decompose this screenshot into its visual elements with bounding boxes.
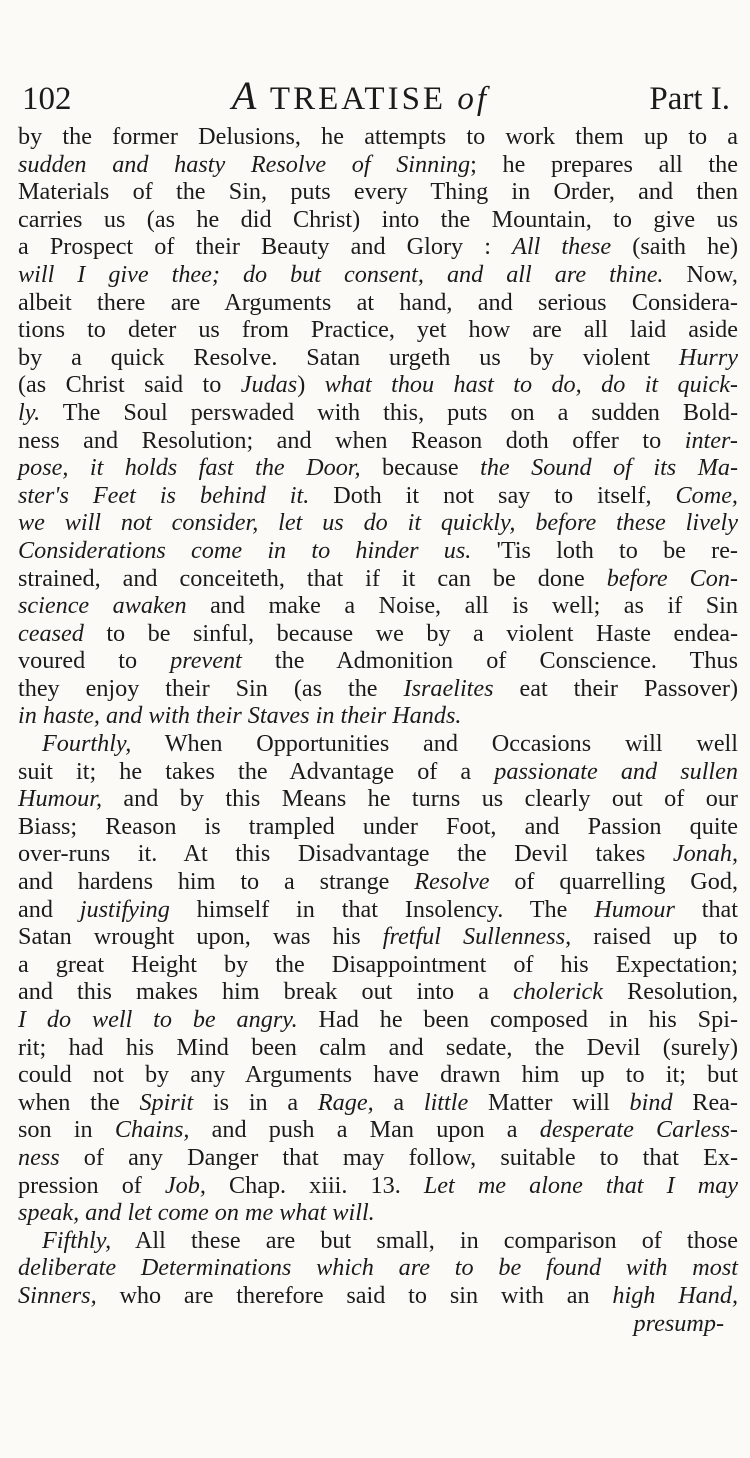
italic-text: ceased bbox=[18, 619, 84, 647]
text-line bbox=[18, 896, 738, 924]
italic-text: pose, it holds fast the Door, bbox=[18, 454, 361, 482]
italic-text: Fifthly, bbox=[42, 1226, 112, 1254]
text-line bbox=[18, 151, 738, 179]
text-line bbox=[18, 620, 738, 648]
text-line bbox=[18, 1144, 738, 1172]
italic-text: Chains, bbox=[114, 1116, 190, 1144]
running-title-of: of bbox=[457, 81, 490, 117]
text-segment: The Soul perswaded with this, puts on a sudden Bold- bbox=[40, 398, 738, 426]
text-line bbox=[18, 178, 738, 206]
text-segment: pression of bbox=[18, 1171, 165, 1199]
text-segment: himself in that Insolency. The bbox=[169, 895, 595, 923]
text-segment: voured to bbox=[18, 647, 171, 675]
text-line bbox=[18, 951, 738, 979]
italic-text: Hurry bbox=[678, 343, 738, 371]
italic-text: All these bbox=[512, 233, 612, 261]
part-label: Part I. bbox=[649, 81, 730, 117]
text-segment: (saith he) bbox=[611, 233, 739, 261]
text-segment: When Opportunities and Occasions will well bbox=[131, 730, 738, 758]
catchword: presump- bbox=[633, 1309, 724, 1337]
italic-text: desperate Carless- bbox=[539, 1116, 738, 1144]
text-segment: tions to deter us from Practice, yet how are all laid aside bbox=[18, 316, 738, 344]
text-line bbox=[18, 868, 738, 896]
italic-text: cholerick bbox=[513, 978, 604, 1006]
text-segment: eat their Passover) bbox=[493, 674, 738, 702]
text-line bbox=[18, 206, 738, 234]
text-line bbox=[18, 923, 738, 951]
italic-text: fretful Sullenness, bbox=[382, 923, 572, 951]
text-segment: Satan wrought upon, was his bbox=[18, 923, 383, 951]
text-segment: 'Tis loth to be re- bbox=[471, 536, 738, 564]
text-segment: son in bbox=[18, 1116, 115, 1144]
text-line bbox=[18, 261, 738, 289]
text-segment: over-runs it. At this Disadvantage the Devil takes bbox=[18, 840, 673, 868]
text-segment: (as Christ said to bbox=[18, 371, 241, 399]
italic-text: Spirit bbox=[139, 1088, 194, 1116]
body-text bbox=[18, 123, 738, 1310]
text-segment: and make a Noise, all is well; as if Sin bbox=[186, 592, 738, 620]
text-line bbox=[18, 344, 738, 372]
text-segment: and hardens him to a strange bbox=[18, 868, 415, 896]
text-segment: Resolution, bbox=[603, 978, 738, 1006]
italic-text: science awaken bbox=[18, 592, 187, 620]
text-segment: and by this Means he turns us clearly out of our bbox=[102, 785, 738, 813]
italic-text: sudden and hasty Resolve of Sinning bbox=[18, 150, 471, 178]
italic-text: Humour, bbox=[18, 785, 102, 813]
text-line bbox=[18, 509, 738, 537]
text-line bbox=[18, 1282, 738, 1310]
text-line bbox=[18, 813, 738, 841]
text-segment: raised up to bbox=[571, 923, 738, 951]
text-segment: is in a bbox=[193, 1088, 318, 1116]
italic-text: Considerations come in to hinder us. bbox=[18, 536, 472, 564]
text-line bbox=[18, 371, 738, 399]
running-title-initial: A bbox=[231, 73, 260, 118]
italic-text: deliberate Determinations which are to be found with most bbox=[18, 1254, 738, 1282]
italic-text: Humour bbox=[594, 895, 675, 923]
text-segment: could not by any Arguments have drawn him up to it; but bbox=[18, 1061, 738, 1089]
italic-text: speak, and let come on me what will. bbox=[18, 1199, 375, 1227]
text-segment: Chap. xiii. 13. bbox=[205, 1171, 424, 1199]
text-line bbox=[18, 647, 738, 675]
text-line bbox=[18, 1089, 738, 1117]
text-segment: to be sinful, because we by a violent Haste endea- bbox=[83, 619, 738, 647]
text-line bbox=[18, 1034, 738, 1062]
italic-text: prevent bbox=[170, 647, 242, 675]
text-line bbox=[18, 1199, 738, 1227]
text-segment: albeit there are Arguments at hand, and serious Considera- bbox=[18, 288, 738, 316]
italic-text: justifying bbox=[79, 895, 170, 923]
text-segment: ness and Resolution; and when Reason doth offer to bbox=[18, 426, 685, 454]
text-line bbox=[18, 730, 738, 758]
text-segment: carries us (as he did Christ) into the Mountain, to give us bbox=[18, 205, 738, 233]
text-segment: Rea- bbox=[672, 1088, 738, 1116]
running-head bbox=[22, 73, 730, 118]
text-segment: by a quick Resolve. Satan urgeth us by violent bbox=[18, 343, 679, 371]
italic-text: high Hand, bbox=[612, 1281, 739, 1309]
text-segment: Had he been composed in his Spi- bbox=[297, 1006, 738, 1033]
text-segment: Biass; Reason is trampled under Foot, and Passion quite bbox=[18, 812, 738, 840]
italic-text: ly. bbox=[18, 398, 41, 426]
text-line bbox=[18, 289, 738, 317]
text-line bbox=[18, 399, 738, 427]
italic-text: bind bbox=[629, 1088, 673, 1116]
italic-text: Israelites bbox=[403, 674, 494, 702]
italic-text: Fourthly, bbox=[42, 730, 132, 758]
italic-text: before Con- bbox=[606, 564, 738, 592]
italic-text: Rage, bbox=[317, 1088, 374, 1116]
text-line bbox=[18, 123, 738, 151]
text-segment: Matter will bbox=[468, 1088, 630, 1116]
running-title bbox=[231, 73, 490, 118]
text-segment: rit; had his Mind been calm and sedate, the Devil (surely) bbox=[18, 1033, 738, 1061]
text-segment: a bbox=[373, 1088, 424, 1116]
text-line bbox=[18, 233, 738, 261]
text-segment: strained, and conceiteth, that if it can be done bbox=[18, 564, 607, 592]
text-line bbox=[18, 758, 738, 786]
text-segment: Now, bbox=[663, 260, 738, 288]
running-title-word: TREATISE bbox=[269, 81, 447, 117]
text-segment: because bbox=[360, 454, 481, 482]
text-segment: All these are but small, in comparison of those bbox=[111, 1226, 738, 1254]
text-segment: who are therefore said to sin with an bbox=[96, 1281, 613, 1309]
text-line bbox=[18, 702, 738, 730]
text-segment: and this makes him break out into a bbox=[18, 978, 514, 1006]
text-segment: by the former Delusions, he attempts to work them up to a bbox=[18, 123, 738, 150]
italic-text: the Sound of its Ma- bbox=[480, 454, 739, 482]
italic-text: Jonah, bbox=[672, 840, 738, 868]
text-line bbox=[18, 565, 738, 593]
text-segment: of quarrelling God, bbox=[489, 868, 738, 896]
text-segment: they enjoy their Sin (as the bbox=[18, 674, 404, 702]
text-segment: and push a Man upon a bbox=[189, 1116, 540, 1144]
text-line bbox=[18, 316, 738, 344]
italic-text: what thou hast to do, do it quick- bbox=[324, 371, 738, 399]
text-line bbox=[18, 1116, 738, 1144]
italic-text: in haste, and with their Staves in their Hands. bbox=[18, 702, 462, 730]
text-line bbox=[18, 1254, 738, 1282]
text-segment: a Prospect of their Beauty and Glory : bbox=[18, 233, 513, 261]
text-line bbox=[18, 840, 738, 868]
text-line bbox=[18, 592, 738, 620]
italic-text: ster's Feet is behind it. bbox=[18, 481, 310, 509]
text-segment: that bbox=[674, 895, 738, 923]
text-segment: the Admonition of Conscience. Thus bbox=[241, 647, 739, 675]
text-line bbox=[18, 978, 738, 1006]
text-segment: ) bbox=[297, 371, 325, 399]
italic-text: inter- bbox=[684, 426, 738, 454]
text-line bbox=[18, 427, 738, 455]
italic-text: will I give thee; do but consent, and all are thine. bbox=[18, 260, 664, 288]
text-line bbox=[18, 1061, 738, 1089]
text-segment: suit it; he takes the Advantage of a bbox=[18, 757, 495, 785]
italic-text: Let me alone that I may bbox=[423, 1171, 739, 1199]
italic-text: we will not consider, let us do it quickly, before these lively bbox=[18, 509, 738, 537]
italic-text: Job, bbox=[164, 1171, 206, 1199]
page-number: 102 bbox=[22, 81, 72, 117]
italic-text: ness bbox=[18, 1143, 60, 1171]
text-segment: ; he prepares all the bbox=[470, 150, 738, 178]
text-segment: and bbox=[18, 895, 80, 923]
text-line bbox=[18, 537, 738, 565]
text-line bbox=[18, 1172, 738, 1200]
text-segment: Materials of the Sin, puts every Thing in Order, and then bbox=[18, 178, 738, 206]
italic-text: Sinners, bbox=[18, 1281, 97, 1309]
text-line bbox=[18, 1227, 738, 1255]
text-segment: Doth it not say to itself, bbox=[309, 481, 676, 509]
text-line bbox=[18, 454, 738, 482]
italic-text: I do well to be angry. bbox=[18, 1006, 298, 1033]
text-line bbox=[18, 785, 738, 813]
italic-text: Come, bbox=[675, 481, 738, 509]
italic-text: Resolve bbox=[414, 868, 490, 896]
text-segment: a great Height by the Disappointment of his Expectation; bbox=[18, 950, 738, 978]
text-segment: of any Danger that may follow, suitable to that Ex- bbox=[59, 1143, 738, 1171]
italic-text: little bbox=[423, 1088, 469, 1116]
text-line bbox=[18, 482, 738, 510]
text-line bbox=[18, 675, 738, 703]
text-segment: when the bbox=[18, 1088, 140, 1116]
italic-text: passionate and sullen bbox=[494, 757, 738, 785]
text-line bbox=[18, 1006, 738, 1034]
italic-text: Judas bbox=[240, 371, 298, 399]
